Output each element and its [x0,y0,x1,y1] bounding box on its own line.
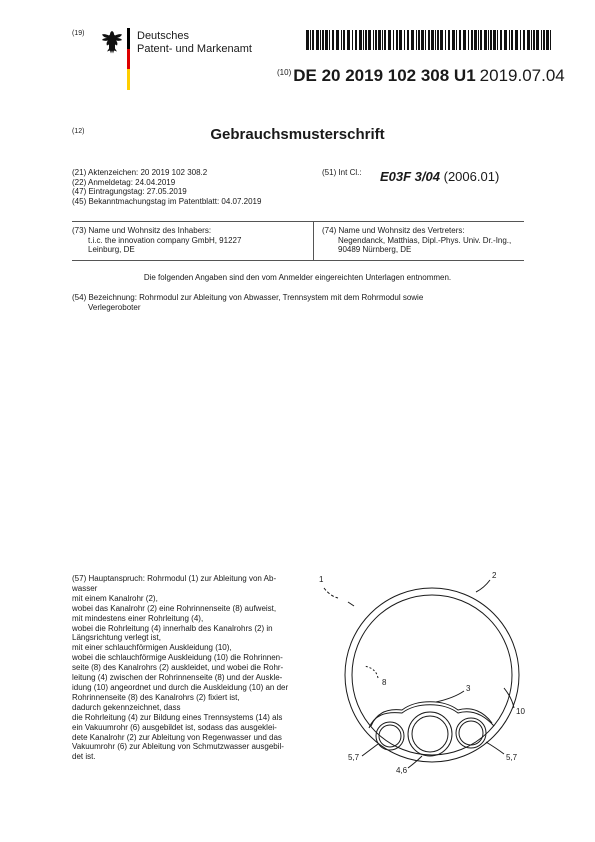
divider-top [72,221,524,222]
agent-label: (74) Name und Wohnsitz des Vertreters: [322,226,465,235]
barcode-bar [523,30,525,50]
inid-code-12: (12) [72,128,85,135]
document-type-title: Gebrauchsmusterschrift [210,126,385,143]
office-name [137,30,252,55]
barcode-bar [509,30,510,50]
barcode-bar [484,30,487,50]
outer-pipe-wall [345,588,519,762]
claim-line: die Rohrleitung (4) zur Bildung eines Trennsystems (14) als [72,712,283,722]
barcode-bar [511,30,513,50]
claim-line: wobei die Rohrleitung (4) innerhalb des Kanalrohrs (2) in [72,623,273,633]
barcode-bar [550,30,551,50]
flag-gold [127,69,130,90]
barcode-bar [456,30,457,50]
barcode-bar [399,30,402,50]
barcode-bar [504,30,507,50]
eintragungstag: (47) Eintragungstag: 27.05.2019 [72,187,187,197]
german-flag-stripe [127,28,130,90]
barcode-bar [471,30,473,50]
office-name-line2: Patent- und Markenamt [137,42,252,55]
inid-code-19: (19) [72,30,85,37]
barcode-bar [310,30,311,50]
divider-vertical [313,221,314,260]
owner-line1: t.i.c. the innovation company GmbH, 91227 [88,235,242,245]
inid-code-10: (10) [277,68,292,77]
barcode-bar [500,30,502,50]
claim-line: wobei die schlauchförmige Auskleidung (10) die Rohrinnen- [72,653,283,663]
label-3: 3 [466,684,471,693]
biblio-block [72,168,261,206]
barcode-bar [396,30,398,50]
claim-line: mit einem Kanalrohr (2), [72,593,158,603]
arrow-1 [348,602,354,606]
barcode-bar [341,30,342,50]
claim-line: mit mindestens einer Rohrleitung (4), [72,613,204,623]
barcode-bar [435,30,436,50]
owner-label: (73) Name und Wohnsitz des Inhabers: [72,226,212,235]
aktenzeichen: (21) Aktenzeichen: 20 2019 102 308.2 [72,168,208,177]
barcode-bar [378,30,381,50]
barcode-bar [322,30,324,50]
leader-3 [436,691,464,702]
pub-number: DE 20 2019 102 308 U1 [293,66,476,85]
vacuum-pipe-left-inner [379,725,401,747]
label-4-6: 4,6 [396,766,408,775]
barcode-bar [488,30,489,50]
claim-line: idung (10) angeordnet und durch die Auskleidung (10) an der [72,682,289,692]
label-2: 2 [492,571,497,580]
barcode-bar [347,30,350,50]
barcode-bar [388,30,391,50]
barcode-bar [533,30,535,50]
claim-line: det ist. [72,752,96,762]
barcode-bar [336,30,339,50]
barcode-bar [393,30,394,50]
pub-date: 2019.07.04 [479,66,565,85]
barcode-bar [428,30,430,50]
claim-line: dadurch gekennzeichnet, dass [72,702,181,712]
main-claim [72,574,312,762]
barcode-bar [418,30,420,50]
barcode-bar [404,30,405,50]
barcode-bar [445,30,446,50]
federal-eagle-icon [98,29,124,56]
title-line1: (54) Bezeichnung: Rohrmodul zur Ableitung von Abwasser, Trennsystem mit dem Rohrmodul sowie [72,293,424,302]
barcode-bar [490,30,492,50]
flag-red [127,49,130,70]
leader-46 [408,756,422,768]
barcode-bar [355,30,357,50]
claim-line: wobei das Kanalrohr (2) eine Rohrinnenseite (8) aufweist, [72,603,277,613]
barcode-bar [384,30,386,50]
leader-57-right [486,742,504,754]
barcode-bar [543,30,545,50]
leader-57-left [362,744,378,756]
barcode-bar [463,30,466,50]
barcode-bar [478,30,479,50]
claim-line: Längsrichtung verlegt ist, [72,633,161,643]
barcode-bar [459,30,461,50]
flag-black [127,28,130,49]
barcode-bar [421,30,424,50]
claim-line: ein Vakuumrohr (6) ausgebildet ist, sodass das ausgeklei- [72,722,277,732]
owner-line2: Leinburg, DE [88,245,135,255]
barcode-bar [515,30,518,50]
agent-line2: 90489 Nürnberg, DE [338,245,412,255]
publication-number [277,66,565,86]
barcode-bar [437,30,439,50]
claim-line: Rohrinnenseite (8) des Kanalrohrs (2) fixiert ist, [72,692,240,702]
barcode-bar [316,30,319,50]
claim-line: mit einer schlauchförmigen Auskleidung (10), [72,643,232,653]
barcode-bar [343,30,345,50]
label-1: 1 [319,575,324,584]
barcode-bar [363,30,364,50]
leader-2 [476,580,490,592]
barcode-bar [480,30,482,50]
applicant-notice: Die folgenden Angaben sind den vom Anmelder eingereichten Unterlagen entnommen. [143,273,452,282]
patent-drawing [316,568,536,782]
title-block [72,293,423,312]
leader-1 [324,588,338,598]
inner-pipe-wall [352,595,512,755]
barcode-bar [375,30,377,50]
claim-line: (57) Hauptanspruch: Rohrmodul (1) zur Ableitung von Ab- [72,574,277,583]
barcode-bar [440,30,443,50]
ipc-classification [380,169,499,184]
int-cl-label: (51) Int Cl.: [322,168,362,177]
barcode-bar [425,30,426,50]
barcode-bar [431,30,434,50]
barcode-bar [332,30,334,50]
barcode-bar [541,30,542,50]
owner-block [72,226,241,255]
barcode-bar [536,30,539,50]
barcode-bar [416,30,417,50]
barcode-bar [359,30,362,50]
label-8: 8 [382,678,387,687]
divider-bottom [72,260,524,261]
vacuum-pipe-right-inner [459,721,483,745]
barcode-bar [329,30,330,50]
barcode-bar [497,30,498,50]
barcode-bar [373,30,374,50]
vacuum-pipe-center-inner [412,716,448,752]
anmeldetag: (22) Anmeldetag: 24.04.2019 [72,177,176,187]
barcode-bar [546,30,549,50]
barcode-bar [448,30,450,50]
vacuum-pipe-center [408,712,452,756]
claim-line: leitung (4) zwischen der Rohrinnenseite (8) und der Auskle- [72,673,283,683]
bekanntmachungstag: (45) Bekanntmachungstag im Patentblatt: 04.07.2019 [72,196,262,206]
barcode-bar [520,30,521,50]
label-5-7-right: 5,7 [506,753,518,762]
claim-line: seite (8) des Kanalrohrs (2) auskleidet, und wobei die Rohr- [72,663,284,673]
barcode-bar [320,30,321,50]
barcode-bar [474,30,477,50]
barcode [306,30,552,50]
agent-line1: Negendanck, Matthias, Dipl.-Phys. Univ. Dr.-Ing., [338,235,512,245]
ipc-version: (2006.01) [443,169,500,184]
barcode-bar [407,30,409,50]
barcode-bar [306,30,309,50]
label-10: 10 [516,707,525,716]
title-line2: Verlegeroboter [88,302,141,312]
barcode-bar [468,30,469,50]
vacuum-pipe-right [456,718,486,748]
barcode-bar [531,30,532,50]
barcode-bar [411,30,414,50]
barcode-bar [368,30,371,50]
barcode-bar [493,30,496,50]
claim-line: wasser [72,583,98,593]
label-5-7-left: 5,7 [348,753,360,762]
office-name-line1: Deutsches [137,30,189,42]
barcode-bar [352,30,353,50]
barcode-bar [365,30,367,50]
leader-8 [364,666,378,678]
barcode-bar [527,30,530,50]
claim-line: dete Kanalrohr (2) zur Ableitung von Regenwasser und das [72,732,282,742]
barcode-bar [382,30,383,50]
barcode-bar [312,30,314,50]
agent-block [322,226,511,255]
claim-line: Vakuumrohr (6) zur Ableitung von Schmutzwasser ausgebil- [72,742,284,752]
barcode-bar [452,30,455,50]
ipc-class: E03F 3/04 [380,169,440,184]
barcode-bar [325,30,328,50]
